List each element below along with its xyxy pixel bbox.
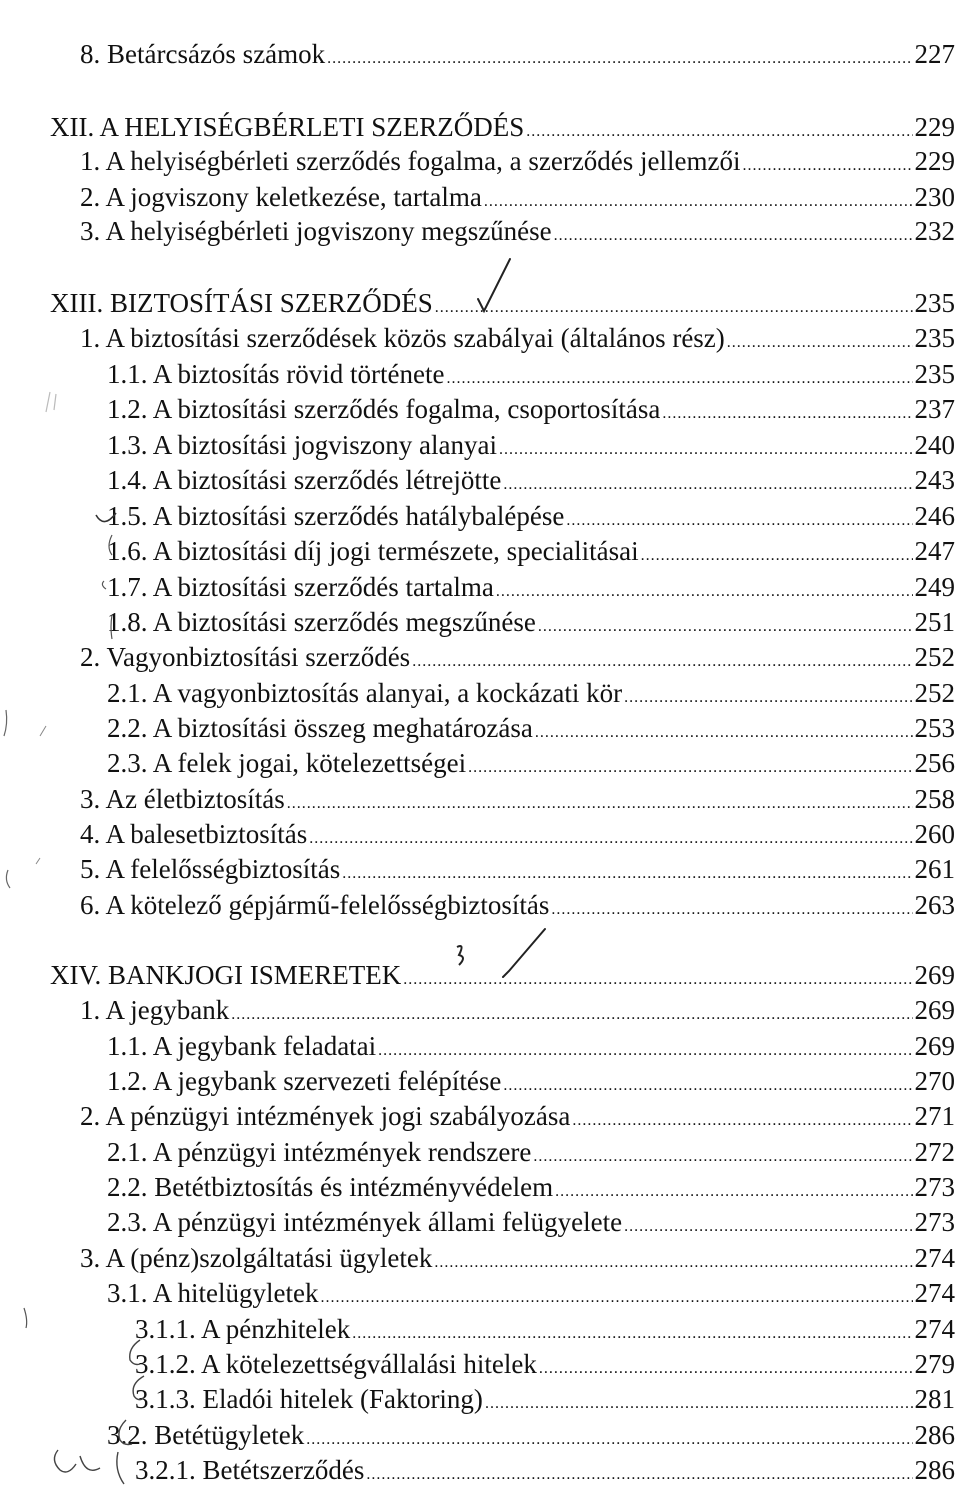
toc-entry-page: 273	[914, 1207, 955, 1237]
toc-entry-title: 3.1.1. A pénzhitelek	[135, 1314, 351, 1344]
toc-entry	[135, 1381, 955, 1417]
toc-entry	[107, 533, 955, 569]
toc-entry-page: 281	[914, 1384, 955, 1414]
toc-entry-page: 252	[914, 678, 955, 708]
checkmark-annotation	[445, 925, 555, 985]
toc-entry-page: 274	[914, 1243, 955, 1273]
toc-dot-leader	[366, 1457, 912, 1493]
toc-entry-page: 235	[914, 323, 955, 353]
toc-entry-page: 279	[914, 1349, 955, 1379]
toc-entry-title: 6. A kötelező gépjármű-felelősségbiztosítás	[80, 890, 550, 920]
toc-entry	[107, 1204, 955, 1240]
toc-entry	[80, 816, 955, 852]
toc-entry-title: 3. A helyiségbérleti jogviszony megszűnése	[80, 216, 552, 246]
toc-entry-page: 269	[914, 1031, 955, 1061]
toc-entry-title: 2.2. Betétbiztosítás és intézményvédelem	[107, 1172, 554, 1202]
toc-entry-title: 3.2. Betétügyletek	[107, 1420, 305, 1450]
toc-entry-title: 2.3. A felek jogai, kötelezettségei	[107, 748, 467, 778]
toc-entry-title: 1.5. A biztosítási szerződés hatálybalépése	[107, 501, 565, 531]
toc-entry	[107, 675, 955, 711]
toc-entry-title: 3. A (pénz)szolgáltatási ügyletek	[80, 1243, 433, 1273]
toc-entry-page: 249	[914, 572, 955, 602]
toc-entry-page: 270	[914, 1066, 955, 1096]
toc-entry	[107, 1169, 955, 1205]
toc-entry-page: 253	[914, 713, 955, 743]
toc-entry-title: XII. A HELYISÉGBÉRLETI SZERZŐDÉS	[50, 112, 525, 142]
toc-entry	[50, 109, 955, 145]
toc-entry-title: XIV. BANKJOGI ISMERETEK	[50, 960, 402, 990]
toc-entry	[107, 462, 955, 498]
toc-entry	[80, 887, 955, 923]
toc-entry-title: 1.2. A biztosítási szerződés fogalma, csoportosítása	[107, 394, 661, 424]
toc-entry-page: 273	[914, 1172, 955, 1202]
toc-entry	[135, 1452, 955, 1488]
toc-entry-title: 1.1. A biztosítás rövid története	[107, 359, 445, 389]
toc-entry-page: 261	[914, 854, 955, 884]
toc-entry-title: 1.3. A biztosítási jogviszony alanyai	[107, 430, 497, 460]
toc-entry	[107, 710, 955, 746]
toc-entry	[80, 143, 955, 179]
toc-entry-title: XIII. BIZTOSÍTÁSI SZERZŐDÉS	[50, 288, 433, 318]
toc-entry-page: 286	[914, 1420, 955, 1450]
toc-entry-title: 3.1.2. A kötelezettségvállalási hitelek	[135, 1349, 537, 1379]
toc-entry-title: 1.1. A jegybank feladatai	[107, 1031, 377, 1061]
toc-entry-title: 2.2. A biztosítási összeg meghatározása	[107, 713, 533, 743]
toc-entry-title: 2.3. A pénzügyi intézmények állami felügyelete	[107, 1207, 623, 1237]
toc-entry-title: 1. A helyiségbérleti szerződés fogalma, a szerződés jellemzői	[80, 146, 741, 176]
toc-entry-page: 246	[914, 501, 955, 531]
toc-entry-title: 1.4. A biztosítási szerződés létrejötte	[107, 465, 502, 495]
toc-entry-title: 3.1.3. Eladói hitelek (Faktoring)	[135, 1384, 483, 1414]
toc-entry	[107, 604, 955, 640]
toc-entry-page: 263	[914, 890, 955, 920]
toc-dot-leader	[327, 41, 912, 77]
toc-entry-page: 235	[914, 359, 955, 389]
toc-entry-title: 1.7. A biztosítási szerződés tartalma	[107, 572, 494, 602]
toc-entry-title: 2. A pénzügyi intézmények jogi szabályozása	[80, 1101, 571, 1131]
toc-entry	[107, 391, 955, 427]
toc-entry-page: 232	[914, 216, 955, 246]
pen-bracket-annotation	[90, 495, 130, 645]
toc-entry-page: 230	[914, 182, 955, 212]
toc-entry	[80, 992, 955, 1028]
toc-entry	[107, 356, 955, 392]
toc-entry-title: 4. A balesetbiztosítás	[80, 819, 308, 849]
toc-entry-page: 269	[914, 960, 955, 990]
toc-entry-page: 237	[914, 394, 955, 424]
toc-entry-page: 227	[914, 39, 955, 69]
toc-entry-page: 251	[914, 607, 955, 637]
toc-entry	[107, 1275, 955, 1311]
toc-entry-title: 1. A biztosítási szerződések közös szabályai (általános rész)	[80, 323, 725, 353]
toc-entry-title: 5. A felelősségbiztosítás	[80, 854, 341, 884]
toc-entry-title: 2.1. A vagyonbiztosítás alanyai, a kockázati kör	[107, 678, 623, 708]
toc-entry	[80, 1240, 955, 1276]
toc-entry-title: 1.6. A biztosítási díj jogi természete, specialitásai	[107, 536, 639, 566]
toc-entry-page: 229	[914, 146, 955, 176]
toc-dot-leader	[554, 218, 913, 254]
toc-entry-page: 269	[914, 995, 955, 1025]
toc-entry-page: 286	[914, 1455, 955, 1485]
toc-entry-title: 2.1. A pénzügyi intézmények rendszere	[107, 1137, 532, 1167]
toc-entry-page: 271	[914, 1101, 955, 1131]
toc-entry-title: 3.2.1. Betétszerződés	[135, 1455, 365, 1485]
toc-entry-page: 274	[914, 1314, 955, 1344]
toc-entry	[135, 1346, 955, 1382]
toc-entry	[80, 781, 955, 817]
toc-entry-title: 3.1. A hitelügyletek	[107, 1278, 319, 1308]
toc-entry	[135, 1311, 955, 1347]
margin-marks	[0, 380, 80, 920]
toc-entry	[80, 213, 955, 249]
toc-entry-title: 1.8. A biztosítási szerződés megszűnése	[107, 607, 536, 637]
toc-entry	[80, 320, 955, 356]
toc-entry	[107, 569, 955, 605]
toc-entry-page: 256	[914, 748, 955, 778]
toc-entry-page: 240	[914, 430, 955, 460]
toc-entry	[107, 1028, 955, 1064]
toc-entry-title: 2. A jogviszony keletkezése, tartalma	[80, 182, 482, 212]
toc-entry-page: 272	[914, 1137, 955, 1167]
toc-entry-page: 274	[914, 1278, 955, 1308]
toc-entry-page: 260	[914, 819, 955, 849]
toc-dot-leader	[551, 892, 912, 928]
toc-entry	[107, 1134, 955, 1170]
toc-entry	[80, 639, 955, 675]
toc-entry-title: 1.2. A jegybank szervezeti felépítése	[107, 1066, 502, 1096]
toc-entry	[107, 498, 955, 534]
toc-entry-title: 2. Vagyonbiztosítási szerződés	[80, 642, 411, 672]
toc-entry	[107, 1063, 955, 1099]
checkmark-annotation	[460, 255, 520, 315]
toc-entry	[80, 36, 955, 72]
toc-entry	[107, 745, 955, 781]
toc-entry-title: 3. Az életbiztosítás	[80, 784, 285, 814]
toc-entry	[80, 179, 955, 215]
toc-entry	[80, 1098, 955, 1134]
toc-entry	[107, 1417, 955, 1453]
toc-entry-page: 235	[914, 288, 955, 318]
toc-entry-title: 1. A jegybank	[80, 995, 230, 1025]
toc-entry	[80, 851, 955, 887]
toc-entry-page: 247	[914, 536, 955, 566]
toc-entry	[107, 427, 955, 463]
toc-entry-page: 258	[914, 784, 955, 814]
toc-entry-page: 229	[914, 112, 955, 142]
toc-entry-page: 252	[914, 642, 955, 672]
toc-entry-title: 8. Betárcsázós számok	[80, 39, 326, 69]
pen-bracket-annotation	[20, 1280, 150, 1491]
toc-entry-page: 243	[914, 465, 955, 495]
